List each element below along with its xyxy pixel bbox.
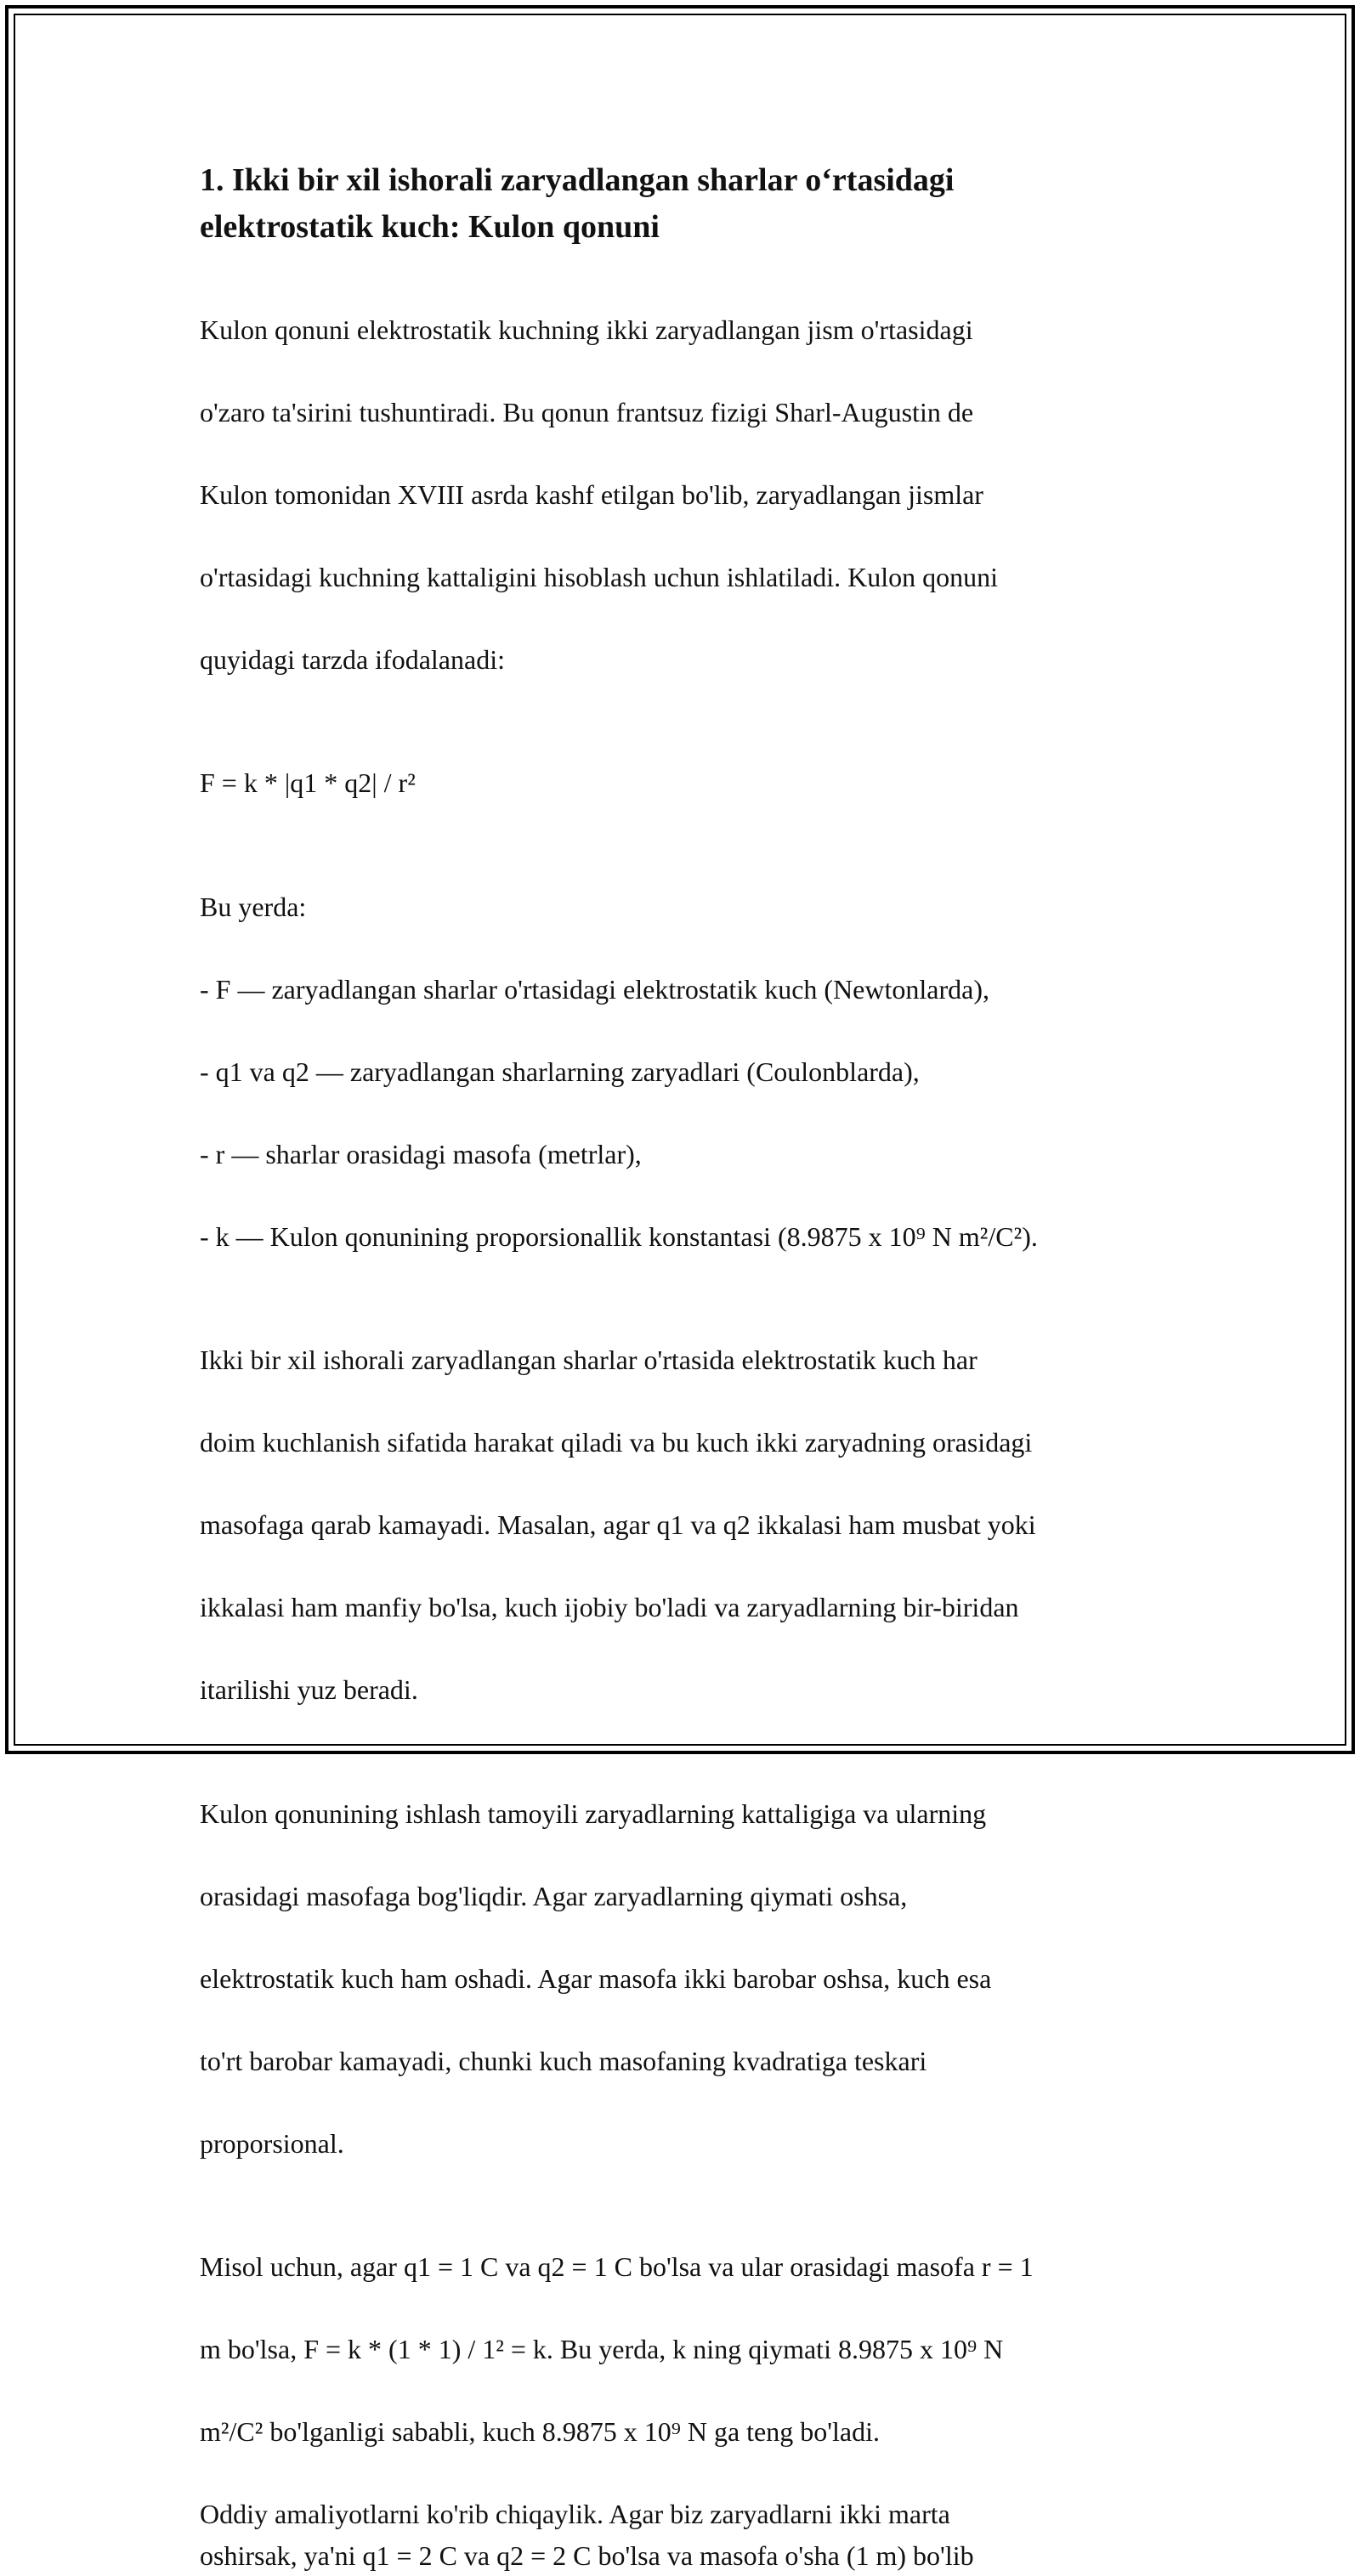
text-line: to'rt barobar kamayadi, chunki kuch masofaning kvadratiga teskari: [200, 2041, 1186, 2082]
formula-paragraph: [200, 722, 1186, 846]
text-line: m bo'lsa, F = k * (1 * 1) / 1² = k. Bu yerda, k ning qiymati 8.9875 x 10⁹ N: [200, 2329, 1186, 2370]
text-line: Kulon qonunining ishlash tamoyili zaryadlarning kattaligiga va ularning: [200, 1793, 1186, 1835]
text-line: Kulon qonuni elektrostatik kuchning ikki zaryadlangan jism o'rtasidagi: [200, 309, 1186, 351]
text-line: o'zaro ta'sirini tushuntiradi. Bu qonun frantsuz fizigi Sharl-Augustin de: [200, 392, 1186, 433]
text-line: Ikki bir xil ishorali zaryadlangan sharlar o'rtasida elektrostatik kuch har: [200, 1339, 1186, 1381]
text-line: Oddiy amaliyotlarni ko'rib chiqaylik. Agar biz zaryadlarni ikki marta: [200, 2494, 1186, 2535]
text-line: Kulon tomonidan XVIII asrda kashf etilgan bo'lib, zaryadlangan jismlar: [200, 474, 1186, 516]
text-line: itarilishi yuz beradi.: [200, 1669, 1186, 1711]
definitions-list: [200, 845, 1186, 1299]
text-line: oshirsak, ya'ni q1 = 2 C va q2 = 2 C bo'lsa va masofa o'sha (1 m) bo'lib: [200, 2535, 1186, 2576]
text-line: quyidagi tarzda ifodalanadi:: [200, 639, 1186, 681]
definition-item: - k — Kulon qonunining proporsionallik konstantasi (8.9875 x 10⁹ N m²/C²).: [200, 1216, 1186, 1258]
text-line: masofaga qarab kamayadi. Masalan, agar q1 va q2 ikkalasi ham musbat yoki: [200, 1504, 1186, 1546]
intro-paragraph: [200, 268, 1186, 722]
text-line: Misol uchun, agar q1 = 1 C va q2 = 1 C bo'lsa va ular orasidagi masofa r = 1: [200, 2246, 1186, 2288]
text-line: o'rtasidagi kuchning kattaligini hisoblash uchun ishlatiladi. Kulon qonuni: [200, 557, 1186, 598]
text-line: doim kuchlanish sifatida harakat qiladi va bu kuch ikki zaryadning orasidagi: [200, 1422, 1186, 1464]
text-line: orasidagi masofaga bog'liqdir. Agar zaryadlarning qiymati oshsa,: [200, 1876, 1186, 1917]
text-line: ikkalasi ham manfiy bo'lsa, kuch ijobiy bo'ladi va zaryadlarning bir-biridan: [200, 1587, 1186, 1628]
repulsion-paragraph: [200, 1299, 1186, 1752]
definition-item: - r — sharlar orasidagi masofa (metrlar),: [200, 1134, 1186, 1175]
text-line: proporsional.: [200, 2123, 1186, 2165]
definition-item: - q1 va q2 — zaryadlangan sharlarning zaryadlari (Coulonblarda),: [200, 1051, 1186, 1093]
text-line: m²/C² bo'lganligi sababli, kuch 8.9875 x 10⁹ N ga teng bo'ladi.: [200, 2411, 1186, 2453]
practice-paragraph: [200, 2494, 1186, 2576]
text-line: elektrostatik kuch ham oshadi. Agar masofa ikki barobar oshsa, kuch esa: [200, 1958, 1186, 2000]
principle-paragraph: [200, 1752, 1186, 2205]
example-paragraph: [200, 2205, 1186, 2494]
definition-item: - F — zaryadlangan sharlar o'rtasidagi elektrostatik kuch (Newtonlarda),: [200, 969, 1186, 1011]
definitions-intro: Bu yerda:: [200, 886, 1186, 928]
document-body: [200, 157, 1186, 2576]
section-heading: 1. Ikki bir xil ishorali zaryadlangan sharlar o‘rtasidagi elektrostatik kuch: Kulon qonuni: [200, 157, 1067, 251]
coulomb-formula: F = k * |q1 * q2| / r²: [200, 762, 1186, 804]
